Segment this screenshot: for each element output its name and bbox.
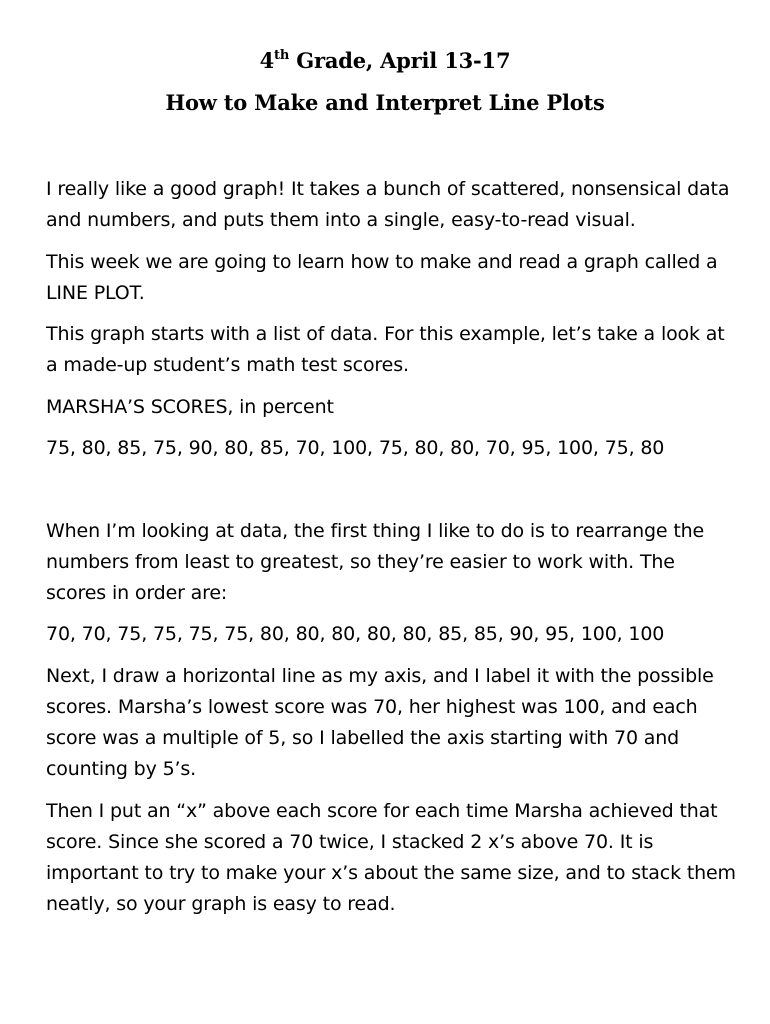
scores-heading: MARSHA’S SCORES, in percent <box>46 396 334 418</box>
page-title <box>0 48 770 73</box>
ordering-paragraph: When I’m looking at data, the first thing I like to do is to rearrange the numbers from least to greatest, so they’re easier to work with. The scores in order are: <box>46 520 705 604</box>
data-example-paragraph: This graph starts with a list of data. For this example, let’s take a look at a made-up student’s math test scores. <box>46 323 725 376</box>
intro-paragraph: I really like a good graph! It takes a bunch of scattered, nonsensical data and numbers, and puts them into a single, easy-to-read visual. <box>46 178 730 231</box>
x-marks-paragraph: Then I put an “x” above each score for each time Marsha achieved that score. Since she scored a 70 twice, I stacked 2 x’s above 70. It is important to try to make your x’s about the same size, and to stack them neatly, so your graph is easy to read. <box>46 800 736 915</box>
sorted-scores-list: 70, 70, 75, 75, 75, 75, 80, 80, 80, 80, 80, 85, 85, 90, 95, 100, 100 <box>46 623 665 645</box>
page-subtitle: How to Make and Interpret Line Plots <box>165 90 605 115</box>
title-grade-number: 4 <box>259 48 275 73</box>
line-plot-intro-paragraph: This week we are going to learn how to make and read a graph called a LINE PLOT. <box>46 251 718 304</box>
title-grade-superscript: th <box>274 48 290 63</box>
axis-paragraph: Next, I draw a horizontal line as my axis, and I label it with the possible scores. Marsha’s lowest score was 70, her highest was 100, and each score was a multiple of 5, so I labelled the axis starting with 70 and counting by 5’s. <box>46 665 714 780</box>
title-date-range: Grade, April 13-17 <box>289 48 511 73</box>
raw-scores-list: 75, 80, 85, 75, 90, 80, 85, 70, 100, 75, 80, 80, 70, 95, 100, 75, 80 <box>46 437 665 459</box>
